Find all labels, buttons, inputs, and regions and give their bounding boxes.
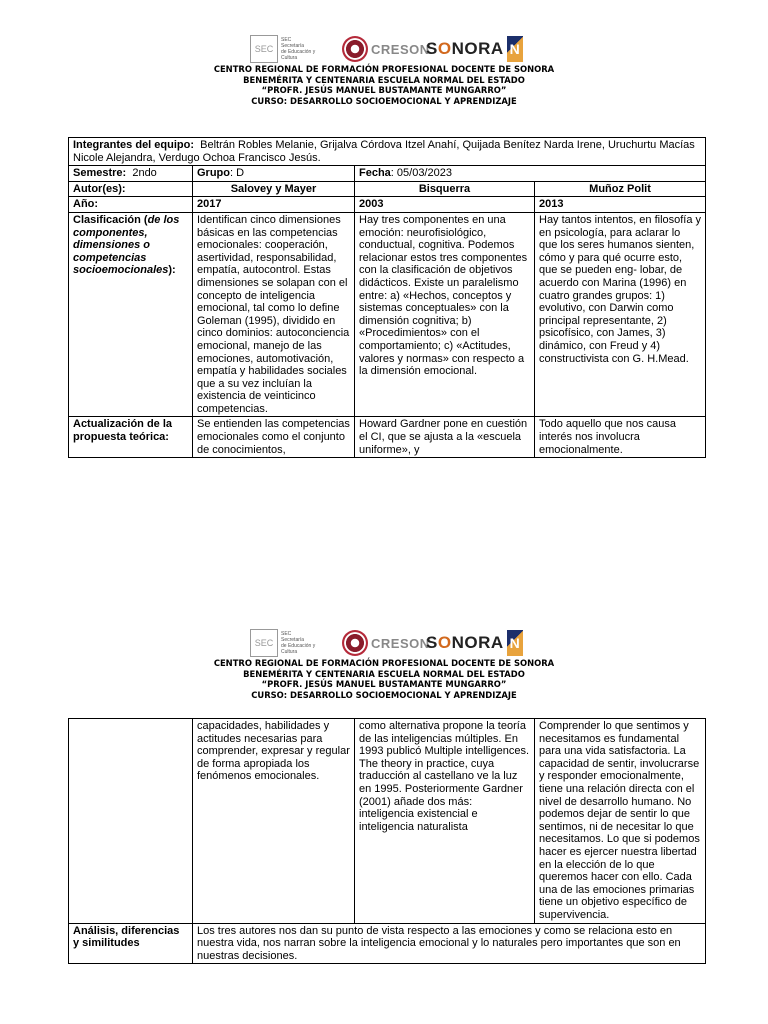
author-name: Salovey y Mayer: [193, 181, 355, 197]
empty-label-cell: [69, 719, 193, 924]
classification-cell: Hay tantos intentos, en filosofía y en psicología, para aclarar lo que los seres humanos sienten, cómo y para qué ocurre esto, que se pueden eng- lobar, de acuerdo con Marina (1996) en cuatro grandes grupos: 1) evolutivo, con Darwin como principal representante, 2) psicofísico, con James, 3) dinámico, con Freud y 4) constructivista con G. H.Mead.: [535, 212, 706, 417]
creson-emblem-icon: [342, 630, 368, 656]
header-line-2: BENEMÉRITA Y CENTENARIA ESCUELA NORMAL DEL ESTADO: [243, 668, 525, 679]
logo-bar: [250, 628, 520, 658]
semester-row: [69, 166, 706, 182]
sonora-wordmark: SONORA: [426, 633, 504, 652]
header-line-1: CENTRO REGIONAL DE FORMACIÓN PROFESIONAL DOCENTE DE SONORA: [213, 658, 555, 668]
creson-logo: [342, 628, 430, 658]
team-row: [69, 138, 706, 166]
normal-n-icon: N: [507, 630, 523, 656]
grupo-value: : D: [230, 167, 245, 180]
sec-logo-line: de Educación y Cultura: [281, 49, 316, 61]
creson-logo: [342, 34, 430, 64]
sec-emblem-icon: SEC: [250, 629, 278, 657]
update-row-continued: [69, 719, 706, 924]
update-cell: Comprender lo que sentimos y necesitamos es fundamental para una vida satisfactoria. La capacidad de sentir, involucrarse y responder emocionalmente, tiene una relación directa con el nivel de desarrollo humano. No podemos dejar de sentir lo que sentimos, ni de necesitar lo que necesitamos. Lo que si podemos hacer es ejercer nuestra libertad en la elección de lo que queremos hacer con ello. Cada una de las emociones primarias tiene un objetivo específico de supervivencia.: [535, 719, 706, 924]
comparison-table: [68, 137, 706, 458]
sec-logo-line: SEC: [281, 631, 292, 637]
update-cell: Todo aquello que nos causa interés nos involucra emocionalmente.: [535, 417, 706, 458]
creson-wordmark: CRESON: [371, 41, 430, 57]
author-name: Muñoz Polit: [535, 181, 706, 197]
year-row: [69, 197, 706, 213]
sec-logo-line: de Educación y Cultura: [281, 643, 316, 655]
institution-header: [0, 658, 768, 700]
sec-logo-line: Secretaría: [281, 637, 305, 643]
semestre-label: Semestre:: [73, 167, 127, 180]
author-year: 2013: [535, 197, 706, 213]
team-value: Beltrán Robles Melanie, Grijalva Córdova Itzel Anahí, Quijada Benítez Narda Irene, Uruchurtu Macías Nicole Alejandra, Verdugo Ochoa Francisco Jesús.: [73, 139, 695, 164]
page-2: [0, 622, 768, 1024]
sec-logo: [250, 628, 319, 658]
classification-row: [69, 212, 706, 417]
author-year: 2003: [355, 197, 535, 213]
authors-row: [69, 181, 706, 197]
grupo-label: Grupo: [197, 167, 230, 180]
sec-logo-line: SEC: [281, 37, 292, 43]
update-cell: Howard Gardner pone en cuestión el CI, que se ajusta a la «escuela uniforme», y: [355, 417, 535, 458]
update-cell: como alternativa propone la teoría de las inteligencias múltiples. En 1993 publicó Multiple intelligences. The theory in practice, cuya traducción al castellano ve la luz en 1995. Posteriormente Gardner (2001) añade dos más: inteligencia existencial e inteligencia naturalista: [355, 719, 535, 924]
team-label: Integrantes del equipo:: [73, 139, 195, 151]
semestre-value: 2ndo: [132, 167, 157, 180]
header-line-1: CENTRO REGIONAL DE FORMACIÓN PROFESIONAL DOCENTE DE SONORA: [213, 64, 555, 74]
analysis-row: [69, 923, 706, 964]
autores-label: Autor(es):: [69, 181, 193, 197]
actualizacion-label: Actualización de la propuesta teórica:: [69, 417, 193, 458]
creson-emblem-icon: [342, 36, 368, 62]
header-line-3: “PROFR. JESÚS MANUEL BUSTAMANTE MUNGARRO”: [261, 85, 507, 95]
sonora-wordmark: SONORA: [426, 39, 504, 58]
fecha-value: : 05/03/2023: [390, 167, 452, 180]
sonora-logo: [426, 628, 523, 658]
update-cell: Se entienden las competencias emocionales como el conjunto de conocimientos,: [193, 417, 355, 458]
creson-wordmark: CRESON: [371, 635, 430, 651]
sec-logo: [250, 34, 319, 64]
update-cell: capacidades, habilidades y actitudes necesarias para comprender, expresar y regular de forma apropiada los fenómenos emocionales.: [193, 719, 355, 924]
clasificacion-label: Clasificación (de los componentes, dimensiones o competencias socioemocionales):: [69, 212, 193, 417]
fecha-label: Fecha: [359, 167, 391, 180]
sec-emblem-icon: SEC: [250, 35, 278, 63]
author-year: 2017: [193, 197, 355, 213]
institution-header: [0, 64, 768, 106]
header-line-3: “PROFR. JESÚS MANUEL BUSTAMANTE MUNGARRO”: [261, 679, 507, 689]
sonora-logo: [426, 34, 523, 64]
analisis-label: Análisis, diferencias y similitudes: [69, 923, 193, 964]
update-row: [69, 417, 706, 458]
sec-logo-line: Secretaría: [281, 43, 305, 49]
comparison-table-continued: [68, 718, 706, 964]
header-line-4: CURSO: DESARROLLO SOCIOEMOCIONAL Y APRENDIZAJE: [251, 689, 517, 700]
header-line-4: CURSO: DESARROLLO SOCIOEMOCIONAL Y APRENDIZAJE: [251, 95, 517, 106]
classification-cell: Hay tres componentes en una emoción: neurofisiológico, conductual, cognitiva. Podemos relacionar estos tres componentes con la clasificación de objetivos didácticos. Existe un paralelismo entre: a) «Hechos, conceptos y sistemas conceptuales» con la dimensión cognitiva; b) «Procedimientos» con el comportamiento; c) «Actitudes, valores y normas» con respecto a la dimensión emocional.: [355, 212, 535, 417]
analysis-cell: Los tres autores nos dan su punto de vista respecto a las emociones y como se relaciona esto en nuestra vida, nos narran sobre la inteligencia emocional y lo naturales pero importantes que son en nuestras decisiones.: [193, 923, 706, 964]
header-line-2: BENEMÉRITA Y CENTENARIA ESCUELA NORMAL DEL ESTADO: [243, 74, 525, 85]
author-name: Bisquerra: [355, 181, 535, 197]
logo-bar: [250, 34, 520, 64]
normal-n-icon: N: [507, 36, 523, 62]
classification-cell: Identifican cinco dimensiones básicas en las competencias emocionales: cooperación, asertividad, responsabilidad, empatía, autocontrol. Estas dimensiones se solapan con el concepto de inteligencia emocional, tal como lo define Goleman (1995), dividido en cinco dominios: autoconciencia emocional, manejo de las emociones, automotivación, empatía y habilidades sociales que a su vez incluían la existencia de veinticinco competencias.: [193, 212, 355, 417]
anio-label: Año:: [69, 197, 193, 213]
